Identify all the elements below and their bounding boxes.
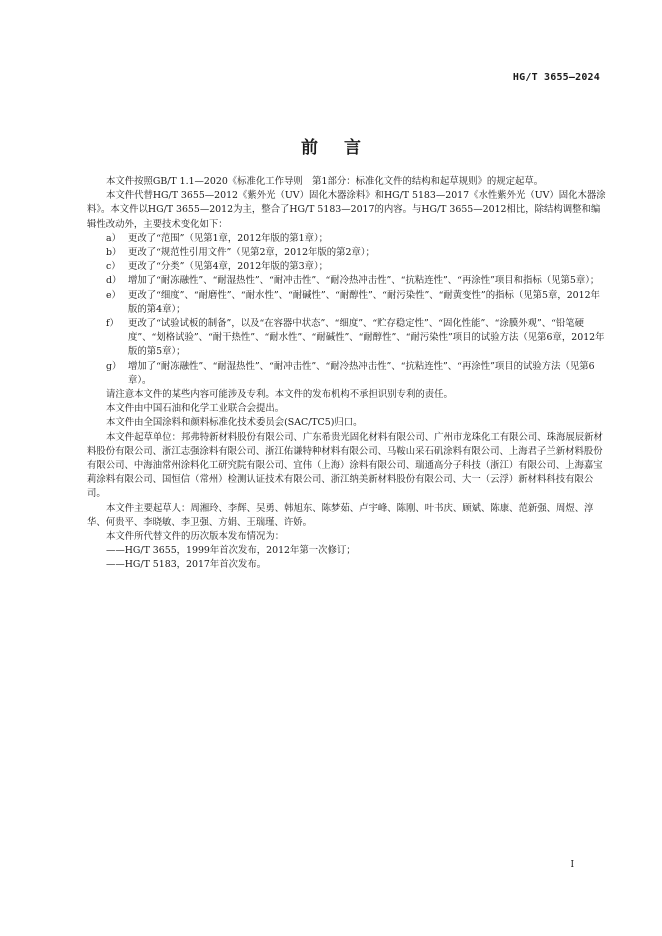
history-item: ——HG/T 3655，1999年首次发布，2012年第一次修订； bbox=[106, 545, 356, 557]
list-item-label: d） bbox=[106, 275, 122, 287]
document-body bbox=[87, 175, 607, 573]
list-item-label: g） bbox=[106, 360, 122, 372]
list-item-text: 更改了“范围”（见第1章，2012年版的第1章）； bbox=[128, 232, 329, 244]
list-item-label: e） bbox=[106, 289, 121, 301]
paragraph-proposer: 本文件由中国石油和化学工业联合会提出。 bbox=[106, 403, 285, 415]
list-item bbox=[87, 289, 607, 317]
paragraph-history-intro: 本文件所代替文件的历次版本发布情况为： bbox=[106, 531, 285, 543]
paragraph-drafting-units: 本文件起草单位：邦弗特新材料股份有限公司、广东希贵光固化材料有限公司、广州市龙珠化工有限公司、珠海展辰新材料股份有限公司、浙江志强涂料有限公司、浙江佑谦特种材料有限公司、马鞍山采石矶涂料有限公司、上海君子兰新材料股份有限公司、中海油常州涂料化工研究院有限公司、宜伟（上海）涂料有限公司、瑞通高分子科技（浙江）有限公司、上海嘉宝莉涂料有限公司、国恒信（常州）检测认证技术有限公司、浙江纳美新材料股份有限公司、大一（云浮）新材料科技有限公司。 bbox=[87, 431, 603, 500]
list-item-text: 更改了“分类”（见第4章，2012年版的第3章）； bbox=[128, 261, 329, 273]
list-item-text: 增加了“耐冻融性”、“耐湿热性”、“耐冲击性”、“耐冷热冲击性”、“抗粘连性”、“再涂性”项目的试验方法（见第6章）。 bbox=[128, 360, 595, 386]
standard-code: HG/T 3655—2024 bbox=[512, 72, 600, 83]
list-item-text: 增加了“耐冻融性”、“耐湿热性”、“耐冲击性”、“耐冷热冲击性”、“抗粘连性”、“再涂性”项目和指标（见第5章）； bbox=[128, 275, 600, 287]
page-title: 前言 bbox=[301, 138, 387, 158]
paragraph-drafters: 本文件主要起草人：周湘玲、李辉、吴勇、韩旭东、陈梦茹、卢宇峰、陈刚、叶书庆、顾斌、陈康、范新强、周煜、淳华、何贵平、李晓敏、李卫强、方娟、王瑞瑾、许娇。 bbox=[87, 502, 594, 528]
paragraph-drafting-rules: 本文件按照GB/T 1.1—2020《标准化工作导则 第1部分：标准化文件的结构和起草规则》的规定起草。 bbox=[106, 176, 544, 187]
changes-list bbox=[87, 232, 607, 388]
paragraph-patent-notice: 请注意本文件的某些内容可能涉及专利。本文件的发布机构不承担识别专利的责任。 bbox=[106, 389, 453, 401]
list-item bbox=[87, 317, 607, 360]
list-item-text: 更改了“细度”、“耐磨性”、“耐水性”、“耐碱性”、“耐醇性”、“耐污染性”、“耐黄变性”的指标（见第5章，2012年版的第4章）； bbox=[128, 289, 600, 315]
paragraph-committee: 本文件由全国涂料和颜料标准化技术委员会(SAC/TC5)归口。 bbox=[106, 417, 363, 429]
list-item bbox=[87, 260, 607, 274]
list-item-label: b） bbox=[106, 247, 122, 259]
list-item bbox=[87, 232, 607, 246]
list-item bbox=[87, 274, 607, 288]
list-item bbox=[87, 246, 607, 260]
list-item-label: f） bbox=[106, 318, 119, 330]
list-item-label: a） bbox=[106, 232, 121, 244]
list-item-text: 更改了“规范性引用文件”（见第2章，2012年版的第2章）； bbox=[128, 247, 375, 259]
list-item-label: c） bbox=[106, 261, 121, 273]
paragraph-replacement: 本文件代替HG/T 3655—2012《紫外光（UV）固化木器涂料》和HG/T 5183—2017《水性紫外光（UV）固化木器涂料》。本文件以HG/T 3655—2012为主，整合了HG/T 5183—2017的内容。与HG/T 3655—2012相比，除结构调整和编辑性改动外，主要技术变化如下： bbox=[87, 190, 606, 230]
history-item: ——HG/T 5183，2017年首次发布。 bbox=[106, 559, 267, 571]
list-item bbox=[87, 360, 607, 388]
page-number: I bbox=[570, 860, 574, 870]
list-item-text: 更改了“试验试板的制备”，以及“在容器中状态”、“细度”、“贮存稳定性”、“固化性能”、“涂膜外观”、“铅笔硬度”、“划格试验”、“耐干热性”、“耐水性”、“耐碱性”、“耐醇性”、“耐污染性”项目的试验方法（见第6章，2012年版的第5章）； bbox=[128, 318, 605, 358]
